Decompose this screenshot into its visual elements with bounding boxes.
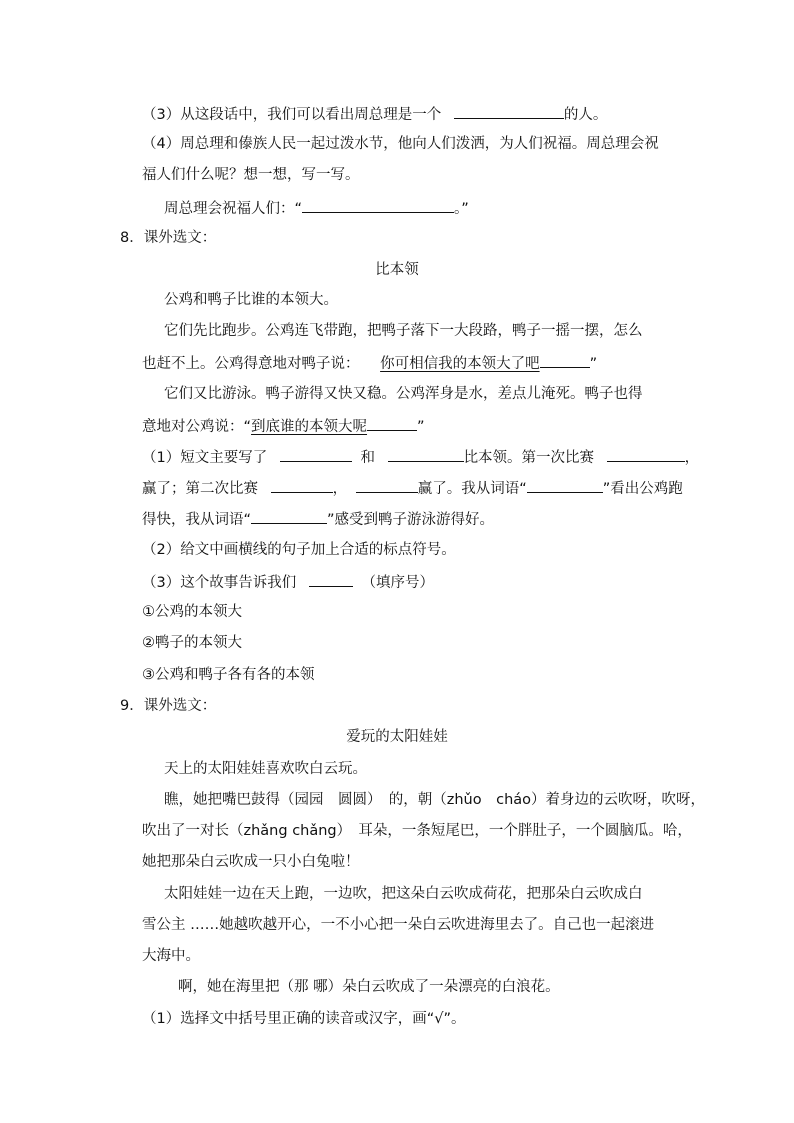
q9-passage-title: 爱玩的太阳娃娃 [346, 729, 448, 745]
answer-blank[interactable] [356, 477, 418, 493]
q8-para1: 公鸡和鸭子比谁的本领大。 [164, 292, 338, 308]
answer-blank[interactable] [527, 477, 603, 493]
q8-sub1-line2: 赢了；第二次比赛 ， 赢了。我从词语“ ”看出公鸡跑 [142, 477, 683, 499]
q8-option-1: ①公鸡的本领大 [142, 604, 242, 620]
q8-sub1-line1: （1）短文主要写了 和 比本领。第一次比赛 ， [142, 446, 699, 468]
q8-sub2: （2）给文中画横线的句子加上合适的标点符号。 [142, 542, 456, 558]
q8-passage-title: 比本领 [375, 262, 419, 278]
answer-blank[interactable] [251, 508, 327, 524]
underlined-sentence: 你可相信我的本领大了吧 [380, 356, 540, 372]
answer-blank[interactable] [271, 477, 333, 493]
answer-blank[interactable] [388, 446, 464, 462]
q9-para2-line1: 瞧，她把嘴巴鼓得（园园 圆圆） 的，朝（zhǔo cháo）着身边的云吹呀，吹呀， [164, 792, 706, 808]
answer-blank[interactable] [309, 571, 353, 587]
answer-blank[interactable] [454, 103, 564, 119]
q7-sub4-line2: 福人们什么呢？想一想，写一写。 [142, 167, 360, 183]
q8-heading: 8．课外选文： [120, 230, 217, 246]
q7-sub3: （3）从这段话中，我们可以看出周总理是一个 的人。 [142, 103, 607, 125]
q9-para3-line3: 大海中。 [142, 948, 200, 964]
answer-blank[interactable] [607, 446, 685, 462]
q9-para2-line2: 吹出了一对长（zhǎng chǎng） 耳朵，一条短尾巴，一个胖肚子，一个圆脑瓜。哈， [142, 823, 692, 839]
answer-blank[interactable] [302, 197, 454, 213]
q9-para1: 天上的太阳娃娃喜欢吹白云玩。 [164, 761, 367, 777]
q7-sub4-line1: （4）周总理和傣族人民一起过泼水节，他向人们泼洒，为人们祝福。周总理会祝 [142, 136, 659, 152]
q8-option-2: ②鸭子的本领大 [142, 635, 242, 651]
q9-para4: 啊，她在海里把（那 哪）朵白云吹成了一朵漂亮的白浪花。 [178, 979, 560, 995]
q9-para3-line2: 雪公主 ……她越吹越开心，一不小心把一朵白云吹进海里去了。自己也一起滚进 [142, 917, 655, 933]
punctuation-blank[interactable] [367, 415, 417, 431]
q7-sub4-answer: 周总理会祝福人们：“ 。” [164, 197, 469, 219]
q9-heading: 9．课外选文： [120, 698, 217, 714]
q9-para2-line3: 她把那朵白云吹成一只小白兔啦！ [142, 854, 360, 870]
q8-sub3: （3）这个故事告诉我们 （填序号） [142, 571, 434, 593]
punctuation-blank[interactable] [540, 352, 590, 368]
q8-para2-line2: 也赶不上。公鸡得意地对鸭子说： 你可相信我的本领大了吧 ” [142, 352, 597, 374]
q8-sub1-line3: 得快，我从词语“ ”感受到鸭子游泳游得好。 [142, 508, 494, 530]
answer-blank[interactable] [280, 446, 352, 462]
q9-para3-line1: 太阳娃娃一边在天上跑，一边吹，把这朵白云吹成荷花，把那朵白云吹成白 [164, 886, 643, 902]
q8-option-3: ③公鸡和鸭子各有各的本领 [142, 667, 315, 683]
q9-sub1: （1）选择文中括号里正确的读音或汉字，画“√”。 [142, 1011, 466, 1027]
underlined-sentence: 到底谁的本领大呢 [251, 419, 368, 435]
q8-para3-line2: 意地对公鸡说：“到底谁的本领大呢 ” [142, 415, 425, 437]
q8-para2-line1: 它们先比跑步。公鸡连飞带跑，把鸭子落下一大段路，鸭子一摇一摆，怎么 [164, 323, 643, 339]
q8-para3-line1: 它们又比游泳。鸭子游得又快又稳。公鸡浑身是水，差点儿淹死。鸭子也得 [164, 386, 643, 402]
